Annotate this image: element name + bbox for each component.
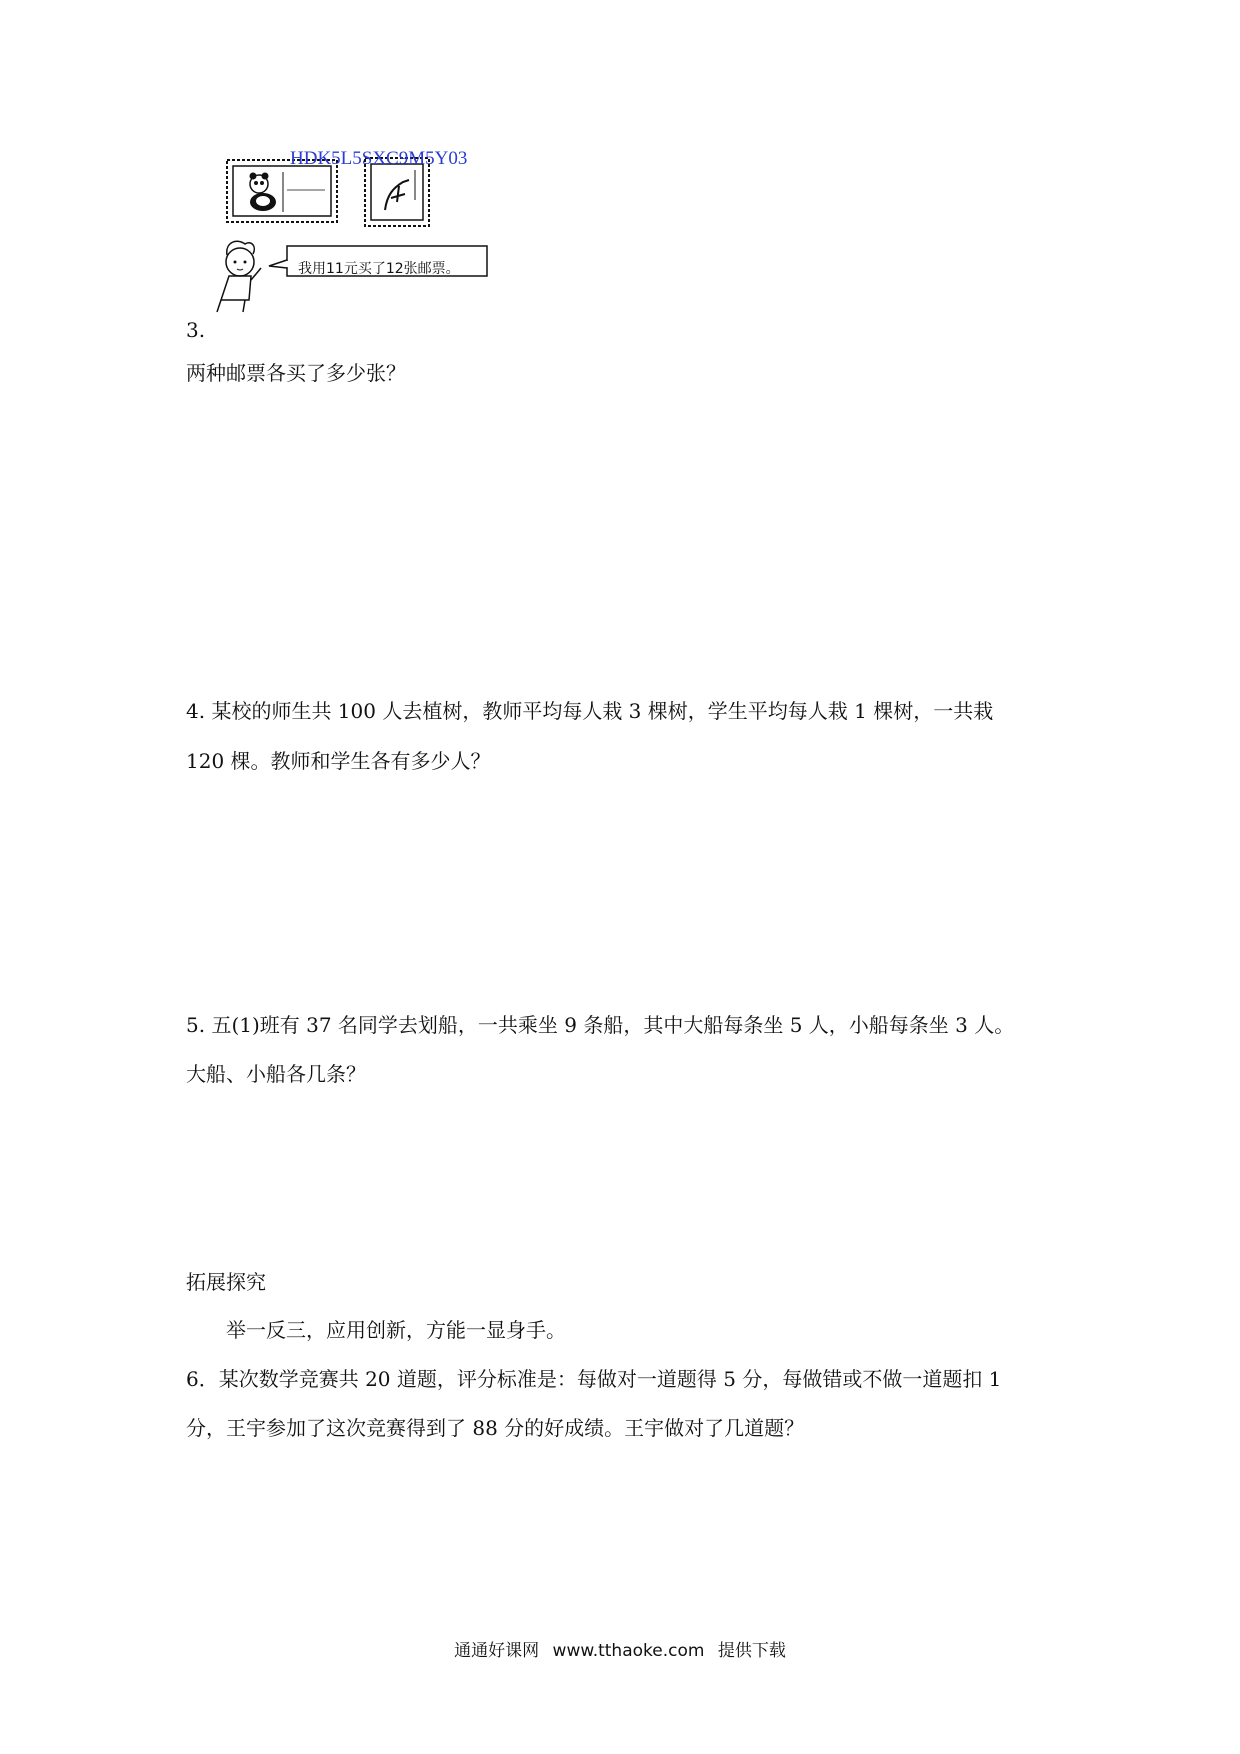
q5-line2: 大船、小船各几条？ xyxy=(186,1062,366,1086)
footer-site-name: 通通好课网 xyxy=(454,1641,540,1661)
page-footer xyxy=(0,1636,1240,1661)
figure-icon xyxy=(385,180,409,210)
q4-line2: 120 棵。教师和学生各有多少人？ xyxy=(186,749,491,773)
q3-number: 3. xyxy=(186,318,206,342)
q3-text: 两种邮票各买了多少张？ xyxy=(186,361,406,385)
speech-bubble-text: 我用11元买了12张邮票。 xyxy=(298,261,460,277)
section-title: 拓展探究 xyxy=(186,1270,266,1294)
q6-line2: 分，王宇参加了这次竞赛得到了 88 分的好成绩。王宇做对了几道题？ xyxy=(186,1416,805,1440)
stamps-girl-drawing xyxy=(215,150,495,340)
footer-suffix: 提供下载 xyxy=(717,1641,786,1661)
stamp-left-frame xyxy=(233,166,331,216)
section-subtitle: 举一反三，应用创新，方能一显身手。 xyxy=(226,1318,566,1342)
watermark-text: HDK5L5SXC9M5Y03 xyxy=(290,148,468,169)
footer-url[interactable]: www.tthaoke.com xyxy=(552,1641,705,1661)
stamps-illustration xyxy=(215,150,495,340)
girl-icon xyxy=(226,248,254,276)
q5-line1: 5. 五(1)班有 37 名同学去划船，一共乘坐 9 条船，其中大船每条坐 5 人，小船每条坐 3 人。 xyxy=(186,1013,1015,1037)
q6-line1: 6．某次数学竞赛共 20 道题，评分标准是：每做对一道题得 5 分，每做错或不做一道题扣 1 xyxy=(186,1367,1002,1391)
q4-line1: 4. 某校的师生共 100 人去植树，教师平均每人栽 3 棵树，学生平均每人栽 1 棵树，一共栽 xyxy=(186,699,994,723)
